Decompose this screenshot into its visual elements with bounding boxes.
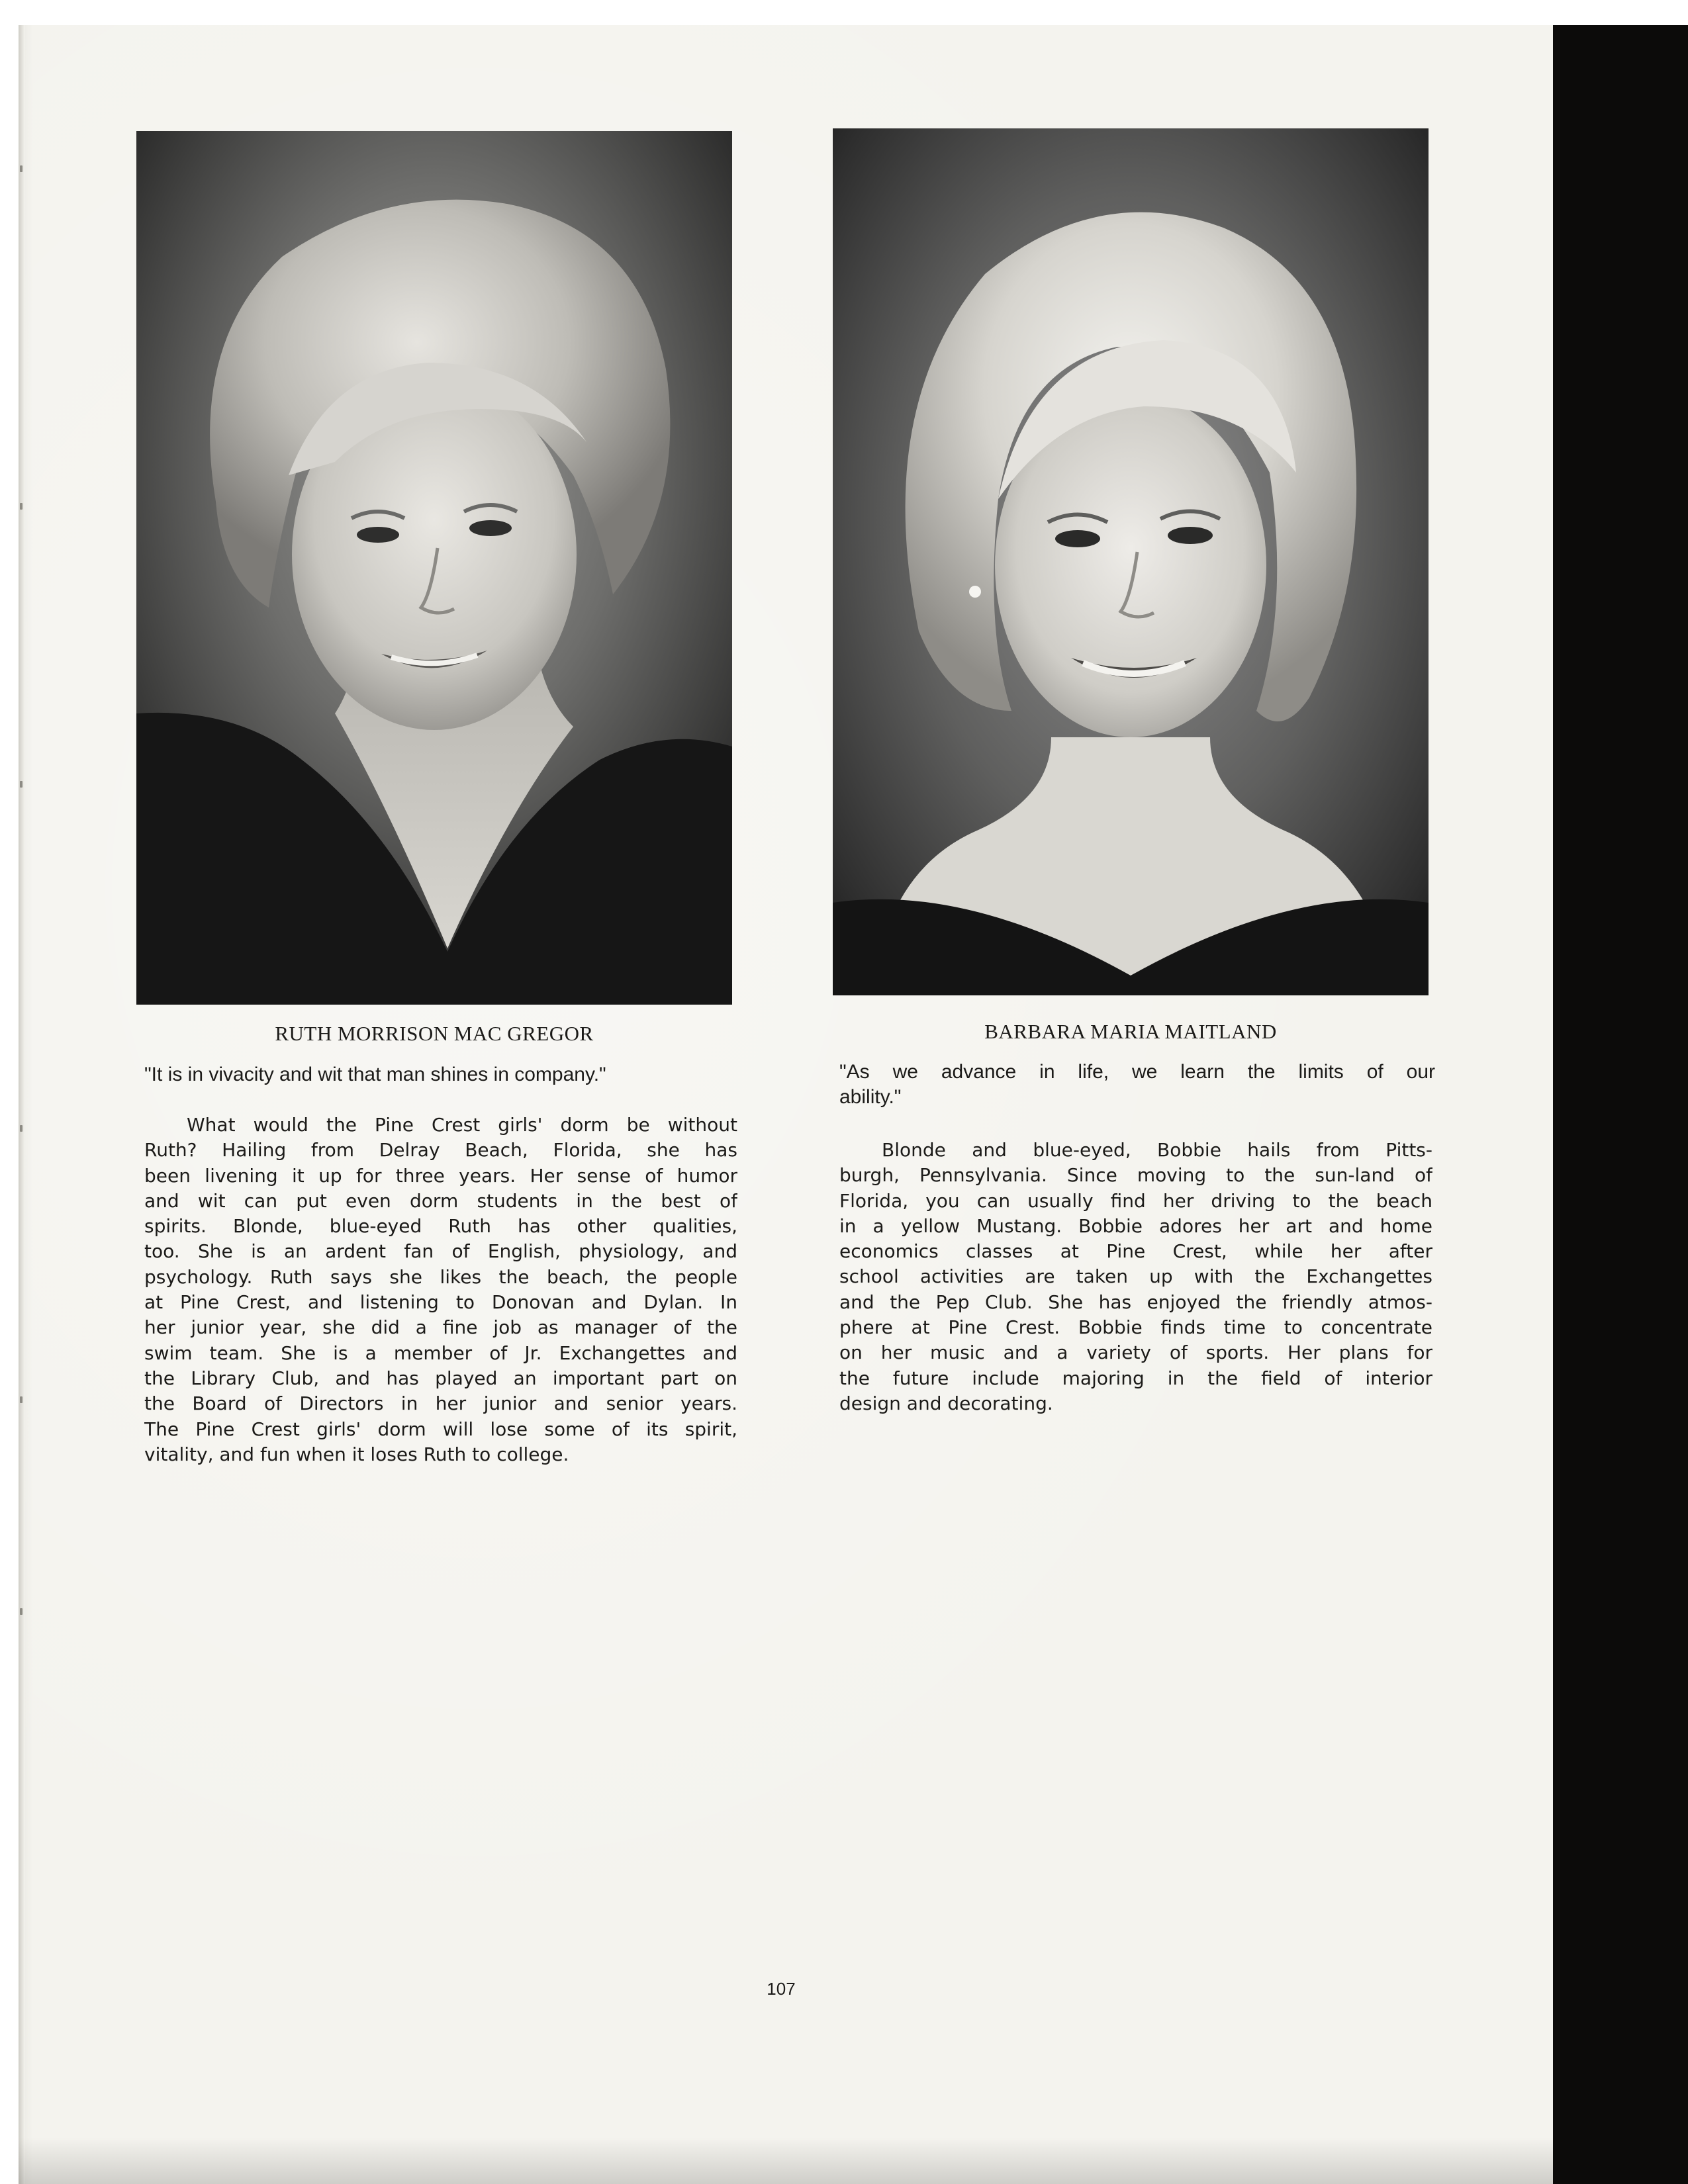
- bio-line: What would the Pine Crest girls' dorm be without: [187, 1114, 737, 1136]
- biography-left: [144, 1113, 737, 1467]
- biography-right: [839, 1138, 1432, 1416]
- bio-line: design and decorating.: [839, 1392, 1053, 1414]
- bio-line: the future include majoring in the field of interior: [839, 1367, 1432, 1389]
- bio-line: Ruth? Hailing from Delray Beach, Florida, she has: [144, 1139, 737, 1161]
- binding-stitch: [20, 165, 23, 172]
- bio-line: on her music and a variety of sports. Her plans for: [839, 1342, 1432, 1364]
- bio-line: the Board of Directors in her junior and senior years.: [144, 1392, 737, 1415]
- binding-stitch: [20, 781, 23, 788]
- binding-stitch: [20, 1396, 23, 1403]
- bio-line: Florida, you can usually find her driving to the beach: [839, 1189, 1432, 1212]
- bio-line: and wit can put even dorm students in the best of: [144, 1189, 737, 1212]
- bio-line: burgh, Pennsylvania. Since moving to the sun-land of: [839, 1164, 1432, 1187]
- binding-stitch: [20, 1608, 23, 1615]
- binding-stitch: [20, 503, 23, 510]
- book-cover-edge: [1553, 25, 1688, 2184]
- bio-line: economics classes at Pine Crest, while her after: [839, 1240, 1432, 1263]
- bio-line: The Pine Crest girls' dorm will lose some of its spirit,: [144, 1418, 737, 1440]
- bio-line: and the Pep Club. She has enjoyed the friendly atmos-: [839, 1291, 1432, 1313]
- senior-name-right: BARBARA MARIA MAITLAND: [984, 1020, 1277, 1043]
- bio-line: school activities are taken up with the Exchangettes: [839, 1265, 1432, 1288]
- bio-line: too. She is an ardent fan of English, physiology, and: [144, 1240, 737, 1263]
- bio-line: her junior year, she did a fine job as manager of the: [144, 1316, 737, 1339]
- bio-line: at Pine Crest, and listening to Donovan and Dylan. In: [144, 1291, 737, 1314]
- quote-line: "As we advance in life, we learn the limits of our: [839, 1061, 1435, 1083]
- bio-line: phere at Pine Crest. Bobbie finds time to concentrate: [839, 1316, 1432, 1339]
- portrait-photo-barbara: [833, 128, 1429, 995]
- bio-line: swim team. She is a member of Jr. Exchangettes and: [144, 1342, 737, 1364]
- bio-line: spirits. Blonde, blue-eyed Ruth has other qualities,: [144, 1215, 737, 1238]
- senior-quote-right: [839, 1060, 1435, 1110]
- page-number: 107: [767, 1979, 796, 1999]
- senior-quote-left: "It is in vivacity and wit that man shines in company.": [144, 1064, 606, 1085]
- portrait-photo-ruth: [136, 131, 732, 1005]
- binding-stitch: [20, 1125, 23, 1132]
- senior-name-left: RUTH MORRISON MAC GREGOR: [275, 1022, 594, 1045]
- bio-line: Blonde and blue-eyed, Bobbie hails from Pitts-: [882, 1139, 1432, 1161]
- bio-line: in a yellow Mustang. Bobbie adores her art and home: [839, 1214, 1432, 1237]
- bio-line: the Library Club, and has played an important part on: [144, 1367, 737, 1389]
- bio-line: vitality, and fun when it loses Ruth to college.: [144, 1443, 569, 1465]
- quote-line: ability.": [839, 1086, 902, 1108]
- bio-line: psychology. Ruth says she likes the beach, the people: [144, 1265, 737, 1288]
- page-gutter: [19, 25, 25, 2184]
- bio-line: been livening it up for three years. Her sense of humor: [144, 1164, 737, 1187]
- page-bottom-shadow: [19, 2138, 1553, 2184]
